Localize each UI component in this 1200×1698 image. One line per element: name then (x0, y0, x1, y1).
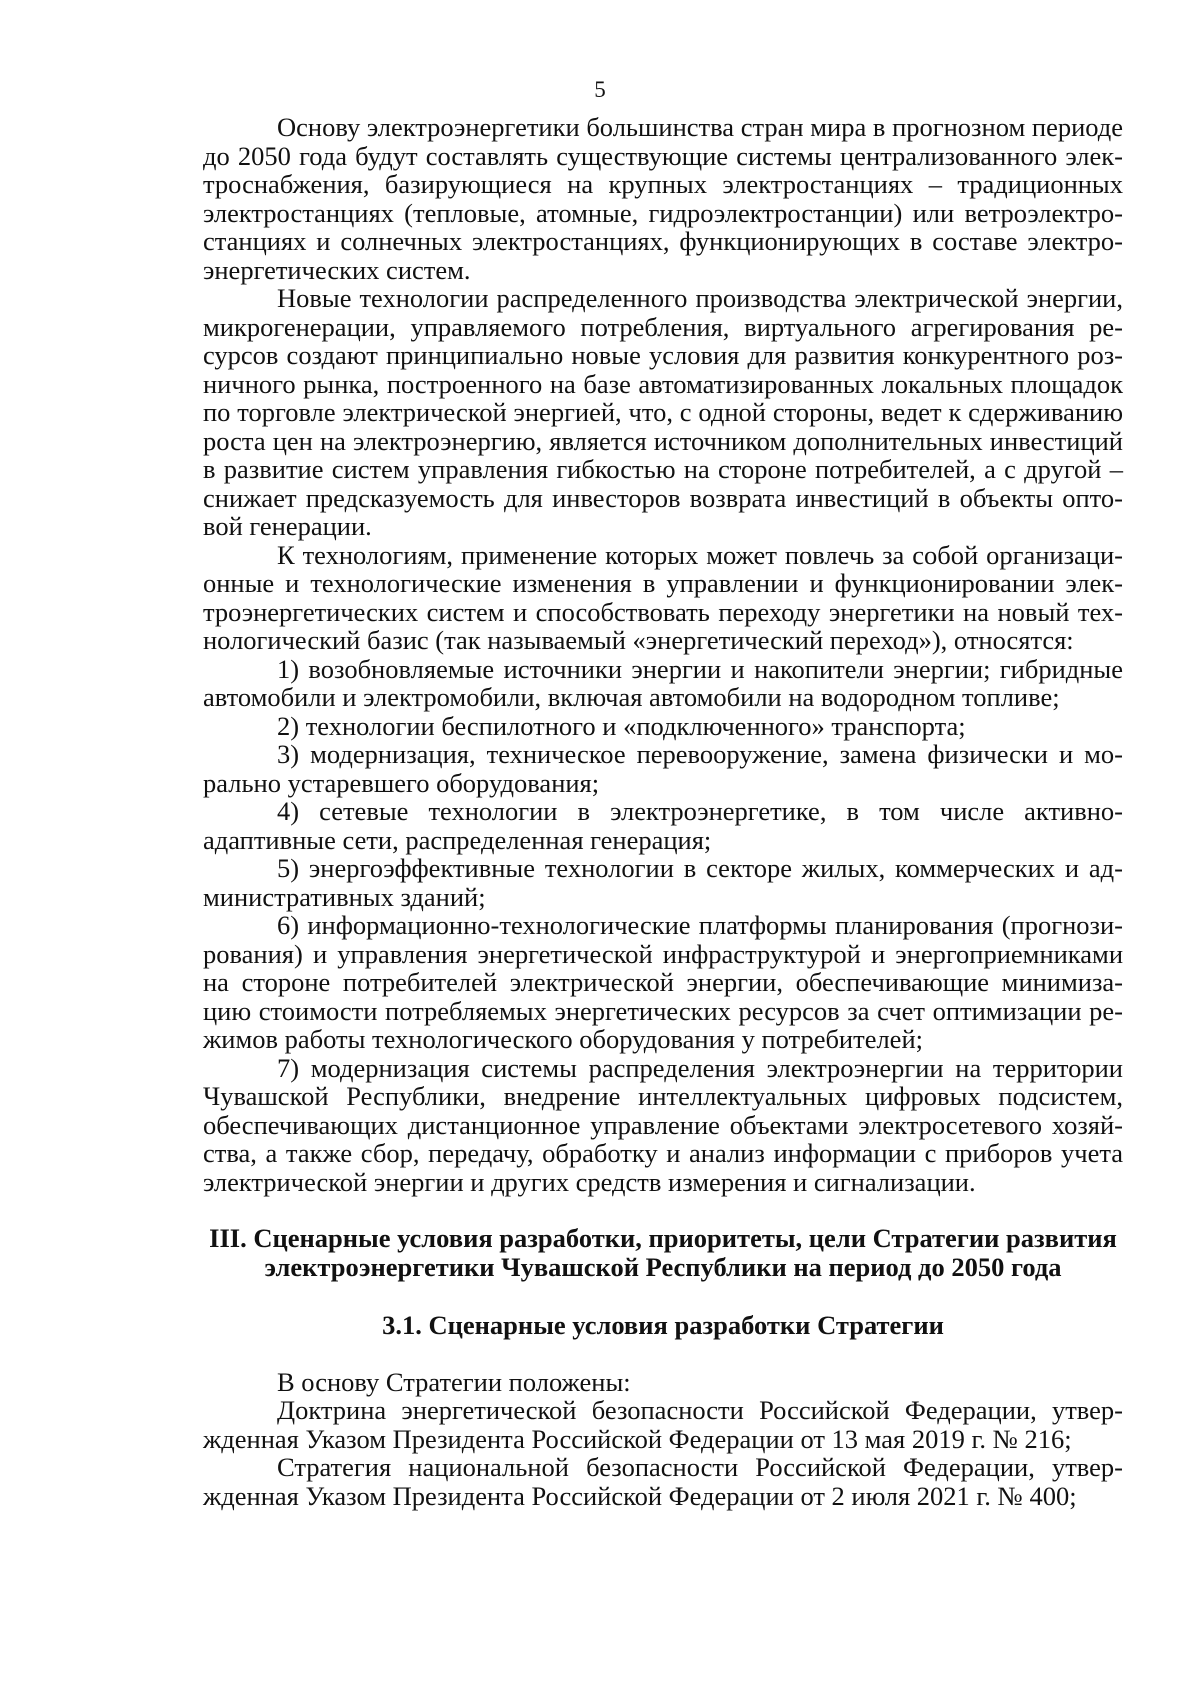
section-heading-line: III. Сценарные условия разработки, приоритеты, цели Стратегии развития (209, 1223, 1117, 1253)
paragraph: Доктрина энергетической безопасности Российской Федерации, утвержденная Указом Президента Российской Федерации от 13 мая 2019 г. № 216; (203, 1395, 1123, 1454)
spacer (203, 1281, 1123, 1311)
section-heading-line: электроэнергетики Чувашской Республики на период до 2050 года (264, 1251, 1062, 1282)
spacer (203, 1196, 1123, 1224)
list-item: 6) информационно-технологические платформы планирования (прогнозирования) и управления энергетической инфраструктурой и энергоприемниками на стороне потребителей электрической энергии, обеспечивающие минимизацию стоимости потребляемых энергетических ресурсов за счет оптимизации режимов работы технологического оборудования у потребителей; (203, 910, 1123, 1054)
list-item: 4) сетевые технологии в электроэнергетике, в том числе активно-адаптивные сети, распределенная генерация; (203, 796, 1123, 855)
list-item: 5) энергоэффективные технологии в секторе жилых, коммерческих и административных зданий; (203, 853, 1123, 912)
list-item: 1) возобновляемые источники энергии и накопители энергии; гибридные автомобили и электромобили, включая автомобили на водородном топливе; (203, 653, 1123, 712)
paragraph: К технологиям, применение которых может повлечь за собой организационные и технологические изменения в управлении и функционировании электроэнергетических систем и способствовать переходу энергетики на новый технологический базис (так называемый «энергетический переход»), относятся: (203, 539, 1123, 655)
page-number: 5 (594, 77, 606, 102)
spacer (203, 1340, 1123, 1368)
list-item: 2) технологии беспилотного и «подключенного» транспорта; (277, 710, 966, 741)
paragraph: Основу электроэнергетики большинства стран мира в прогнозном периоде до 2050 года будут составлять существующие системы централизованного электроснабжения, базирующиеся на крупных электростанциях – традиционных электростанциях (тепловые, атомные, гидроэлектростанции) или ветроэлектростанциях и солнечных электростанциях, функционирующих в составе электроэнергетических систем. (203, 112, 1123, 285)
list-item: 7) модернизация системы распределения электроэнергии на территории Чувашской Республики, внедрение интеллектуальных цифровых подсистем, обеспечивающих дистанционное управление объектами электросетевого хозяйства, а также сбор, передачу, обработку и анализ информации с приборов учета электрической энергии и других средств измерения и сигнализации. (203, 1052, 1123, 1197)
paragraph: Новые технологии распределенного производства электрической энергии, микрогенерации, управляемого потребления, виртуального агрегирования ресурсов создают принципиально новые условия для развития конкурентного розничного рынка, построенного на базе автоматизированных локальных площадок по торговле электрической энергией, что, с одной стороны, ведет к сдерживанию роста цен на электроэнергию, является источником дополнительных инвестиций в развитие систем управления гибкостью на стороне потребителей, а с другой – снижает предсказуемость для инвесторов возврата инвестиций в объекты оптовой генерации. (203, 283, 1123, 541)
paragraph: В основу Стратегии положены: (277, 1366, 631, 1397)
list-item: 3) модернизация, техническое перевооружение, замена физически и морально устаревшего оборудования; (203, 739, 1123, 798)
document-body (203, 113, 1123, 1510)
subsection-heading: 3.1. Сценарные условия разработки Стратегии (382, 1310, 944, 1340)
paragraph: Стратегия национальной безопасности Российской Федерации, утвержденная Указом Президента Российской Федерации от 2 июля 2021 г. № 400; (203, 1452, 1123, 1511)
